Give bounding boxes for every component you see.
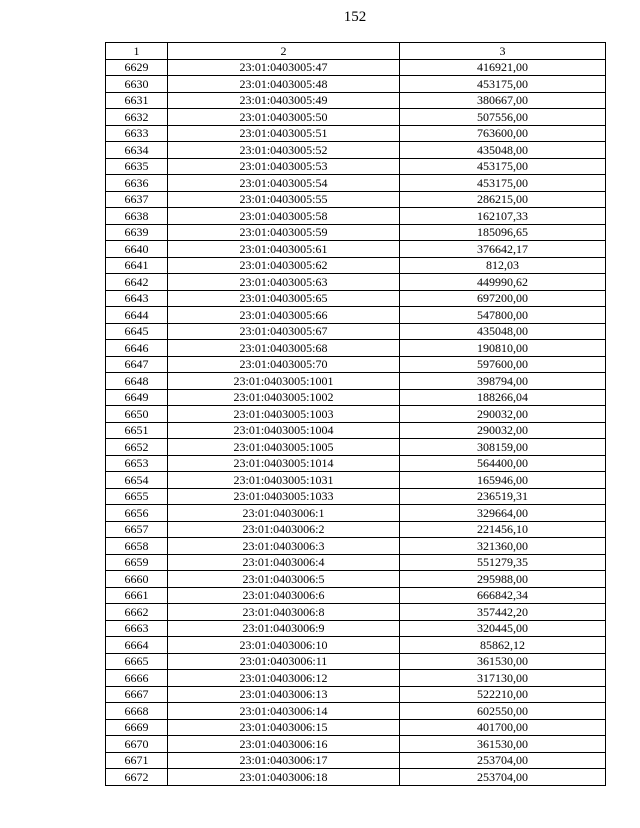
cadastral-number-cell: 23:01:0403006:8 xyxy=(168,604,400,621)
table-row xyxy=(106,571,606,588)
table-row xyxy=(106,670,606,687)
cadastral-number-cell: 23:01:0403005:68 xyxy=(168,340,400,357)
row-number-cell: 6662 xyxy=(106,604,168,621)
value-cell: 185096,65 xyxy=(400,224,606,241)
cadastral-number-cell: 23:01:0403005:1031 xyxy=(168,472,400,489)
value-cell: 290032,00 xyxy=(400,406,606,423)
cadastral-number-cell: 23:01:0403005:1003 xyxy=(168,406,400,423)
cadastral-number-cell: 23:01:0403005:65 xyxy=(168,290,400,307)
value-cell: 380667,00 xyxy=(400,92,606,109)
value-cell: 398794,00 xyxy=(400,373,606,390)
table-row xyxy=(106,620,606,637)
value-cell: 453175,00 xyxy=(400,76,606,93)
row-number-cell: 6661 xyxy=(106,587,168,604)
cadastral-number-cell: 23:01:0403006:9 xyxy=(168,620,400,637)
row-number-cell: 6667 xyxy=(106,686,168,703)
cadastral-number-cell: 23:01:0403005:62 xyxy=(168,257,400,274)
cadastral-number-cell: 23:01:0403005:70 xyxy=(168,356,400,373)
header-row xyxy=(106,43,606,60)
row-number-cell: 6632 xyxy=(106,109,168,126)
value-cell: 221456,10 xyxy=(400,521,606,538)
table-row xyxy=(106,76,606,93)
row-number-cell: 6645 xyxy=(106,323,168,340)
value-cell: 357442,20 xyxy=(400,604,606,621)
cadastral-number-cell: 23:01:0403005:1002 xyxy=(168,389,400,406)
value-cell: 547800,00 xyxy=(400,307,606,324)
cadastral-number-cell: 23:01:0403006:13 xyxy=(168,686,400,703)
table-row xyxy=(106,587,606,604)
row-number-cell: 6635 xyxy=(106,158,168,175)
row-number-cell: 6650 xyxy=(106,406,168,423)
table-row xyxy=(106,59,606,76)
table-row xyxy=(106,769,606,786)
cadastral-number-cell: 23:01:0403005:58 xyxy=(168,208,400,225)
row-number-cell: 6644 xyxy=(106,307,168,324)
row-number-cell: 6653 xyxy=(106,455,168,472)
table-row xyxy=(106,736,606,753)
value-cell: 286215,00 xyxy=(400,191,606,208)
table-row xyxy=(106,686,606,703)
value-cell: 597600,00 xyxy=(400,356,606,373)
row-number-cell: 6646 xyxy=(106,340,168,357)
cadastral-number-cell: 23:01:0403005:67 xyxy=(168,323,400,340)
table-row xyxy=(106,125,606,142)
row-number-cell: 6668 xyxy=(106,703,168,720)
value-cell: 602550,00 xyxy=(400,703,606,720)
value-cell: 308159,00 xyxy=(400,439,606,456)
table-row xyxy=(106,257,606,274)
row-number-cell: 6639 xyxy=(106,224,168,241)
row-number-cell: 6647 xyxy=(106,356,168,373)
cadastral-number-cell: 23:01:0403006:10 xyxy=(168,637,400,654)
row-number-cell: 6666 xyxy=(106,670,168,687)
value-cell: 666842,34 xyxy=(400,587,606,604)
table-row xyxy=(106,158,606,175)
table-row xyxy=(106,455,606,472)
value-cell: 162107,33 xyxy=(400,208,606,225)
cadastral-number-cell: 23:01:0403005:48 xyxy=(168,76,400,93)
cadastral-number-cell: 23:01:0403005:51 xyxy=(168,125,400,142)
table-row xyxy=(106,422,606,439)
value-cell: 317130,00 xyxy=(400,670,606,687)
row-number-cell: 6665 xyxy=(106,653,168,670)
cadastral-number-cell: 23:01:0403005:50 xyxy=(168,109,400,126)
cadastral-number-cell: 23:01:0403005:1014 xyxy=(168,455,400,472)
table-row xyxy=(106,290,606,307)
value-cell: 697200,00 xyxy=(400,290,606,307)
row-number-cell: 6655 xyxy=(106,488,168,505)
row-number-cell: 6640 xyxy=(106,241,168,258)
row-number-cell: 6669 xyxy=(106,719,168,736)
table-row xyxy=(106,637,606,654)
row-number-cell: 6631 xyxy=(106,92,168,109)
row-number-cell: 6672 xyxy=(106,769,168,786)
cadastral-number-cell: 23:01:0403005:47 xyxy=(168,59,400,76)
table-row xyxy=(106,653,606,670)
cadastral-number-cell: 23:01:0403005:61 xyxy=(168,241,400,258)
row-number-cell: 6633 xyxy=(106,125,168,142)
cadastral-number-cell: 23:01:0403005:1004 xyxy=(168,422,400,439)
cadastral-number-cell: 23:01:0403005:1001 xyxy=(168,373,400,390)
table-row xyxy=(106,191,606,208)
row-number-cell: 6664 xyxy=(106,637,168,654)
cadastral-number-cell: 23:01:0403005:53 xyxy=(168,158,400,175)
table-row xyxy=(106,505,606,522)
cadastral-number-cell: 23:01:0403005:66 xyxy=(168,307,400,324)
row-number-cell: 6648 xyxy=(106,373,168,390)
table-row xyxy=(106,323,606,340)
cadastral-number-cell: 23:01:0403005:52 xyxy=(168,142,400,159)
cadastral-number-cell: 23:01:0403006:2 xyxy=(168,521,400,538)
table-row xyxy=(106,356,606,373)
cadastral-number-cell: 23:01:0403006:4 xyxy=(168,554,400,571)
row-number-cell: 6643 xyxy=(106,290,168,307)
column-header-3: 3 xyxy=(400,43,606,60)
cadastral-number-cell: 23:01:0403006:3 xyxy=(168,538,400,555)
row-number-cell: 6636 xyxy=(106,175,168,192)
value-cell: 236519,31 xyxy=(400,488,606,505)
cadastral-number-cell: 23:01:0403006:11 xyxy=(168,653,400,670)
row-number-cell: 6629 xyxy=(106,59,168,76)
row-number-cell: 6651 xyxy=(106,422,168,439)
value-cell: 551279,35 xyxy=(400,554,606,571)
column-header-2: 2 xyxy=(168,43,400,60)
table-row xyxy=(106,142,606,159)
row-number-cell: 6634 xyxy=(106,142,168,159)
value-cell: 763600,00 xyxy=(400,125,606,142)
table-row xyxy=(106,554,606,571)
value-cell: 453175,00 xyxy=(400,175,606,192)
cadastral-number-cell: 23:01:0403006:17 xyxy=(168,752,400,769)
value-cell: 376642,17 xyxy=(400,241,606,258)
table-row xyxy=(106,472,606,489)
cadastral-number-cell: 23:01:0403006:5 xyxy=(168,571,400,588)
cadastral-number-cell: 23:01:0403005:59 xyxy=(168,224,400,241)
value-cell: 435048,00 xyxy=(400,323,606,340)
value-cell: 522210,00 xyxy=(400,686,606,703)
cadastral-number-cell: 23:01:0403006:14 xyxy=(168,703,400,720)
table-row xyxy=(106,224,606,241)
cadastral-number-cell: 23:01:0403005:1033 xyxy=(168,488,400,505)
value-cell: 449990,62 xyxy=(400,274,606,291)
cadastral-number-cell: 23:01:0403005:54 xyxy=(168,175,400,192)
table-row xyxy=(106,274,606,291)
row-number-cell: 6671 xyxy=(106,752,168,769)
registry-table xyxy=(105,42,606,786)
value-cell: 253704,00 xyxy=(400,769,606,786)
table-row xyxy=(106,538,606,555)
row-number-cell: 6641 xyxy=(106,257,168,274)
value-cell: 190810,00 xyxy=(400,340,606,357)
row-number-cell: 6642 xyxy=(106,274,168,291)
table-row xyxy=(106,241,606,258)
row-number-cell: 6670 xyxy=(106,736,168,753)
value-cell: 295988,00 xyxy=(400,571,606,588)
cadastral-number-cell: 23:01:0403006:12 xyxy=(168,670,400,687)
cadastral-number-cell: 23:01:0403006:18 xyxy=(168,769,400,786)
table-row xyxy=(106,521,606,538)
value-cell: 361530,00 xyxy=(400,653,606,670)
cadastral-number-cell: 23:01:0403005:55 xyxy=(168,191,400,208)
row-number-cell: 6658 xyxy=(106,538,168,555)
row-number-cell: 6652 xyxy=(106,439,168,456)
value-cell: 507556,00 xyxy=(400,109,606,126)
value-cell: 165946,00 xyxy=(400,472,606,489)
cadastral-number-cell: 23:01:0403005:49 xyxy=(168,92,400,109)
table-row xyxy=(106,488,606,505)
value-cell: 85862,12 xyxy=(400,637,606,654)
value-cell: 564400,00 xyxy=(400,455,606,472)
value-cell: 321360,00 xyxy=(400,538,606,555)
value-cell: 253704,00 xyxy=(400,752,606,769)
table-row xyxy=(106,92,606,109)
table-row xyxy=(106,389,606,406)
table-row xyxy=(106,373,606,390)
row-number-cell: 6649 xyxy=(106,389,168,406)
table-row xyxy=(106,719,606,736)
table-row xyxy=(106,439,606,456)
table-row xyxy=(106,340,606,357)
table-row xyxy=(106,604,606,621)
column-header-1: 1 xyxy=(106,43,168,60)
table-header xyxy=(106,43,606,60)
table-row xyxy=(106,175,606,192)
row-number-cell: 6660 xyxy=(106,571,168,588)
row-number-cell: 6654 xyxy=(106,472,168,489)
row-number-cell: 6659 xyxy=(106,554,168,571)
cadastral-number-cell: 23:01:0403006:1 xyxy=(168,505,400,522)
value-cell: 435048,00 xyxy=(400,142,606,159)
row-number-cell: 6638 xyxy=(106,208,168,225)
cadastral-number-cell: 23:01:0403006:6 xyxy=(168,587,400,604)
value-cell: 453175,00 xyxy=(400,158,606,175)
table-row xyxy=(106,703,606,720)
value-cell: 416921,00 xyxy=(400,59,606,76)
value-cell: 401700,00 xyxy=(400,719,606,736)
value-cell: 329664,00 xyxy=(400,505,606,522)
value-cell: 290032,00 xyxy=(400,422,606,439)
table-row xyxy=(106,406,606,423)
row-number-cell: 6630 xyxy=(106,76,168,93)
value-cell: 361530,00 xyxy=(400,736,606,753)
row-number-cell: 6656 xyxy=(106,505,168,522)
table-row xyxy=(106,307,606,324)
table-row xyxy=(106,752,606,769)
page-number: 152 xyxy=(343,9,367,25)
value-cell: 188266,04 xyxy=(400,389,606,406)
row-number-cell: 6657 xyxy=(106,521,168,538)
row-number-cell: 6663 xyxy=(106,620,168,637)
table-row xyxy=(106,208,606,225)
value-cell: 812,03 xyxy=(400,257,606,274)
table-row xyxy=(106,109,606,126)
table-body xyxy=(106,59,606,785)
cadastral-number-cell: 23:01:0403006:16 xyxy=(168,736,400,753)
cadastral-number-cell: 23:01:0403006:15 xyxy=(168,719,400,736)
cadastral-number-cell: 23:01:0403005:1005 xyxy=(168,439,400,456)
value-cell: 320445,00 xyxy=(400,620,606,637)
cadastral-number-cell: 23:01:0403005:63 xyxy=(168,274,400,291)
row-number-cell: 6637 xyxy=(106,191,168,208)
